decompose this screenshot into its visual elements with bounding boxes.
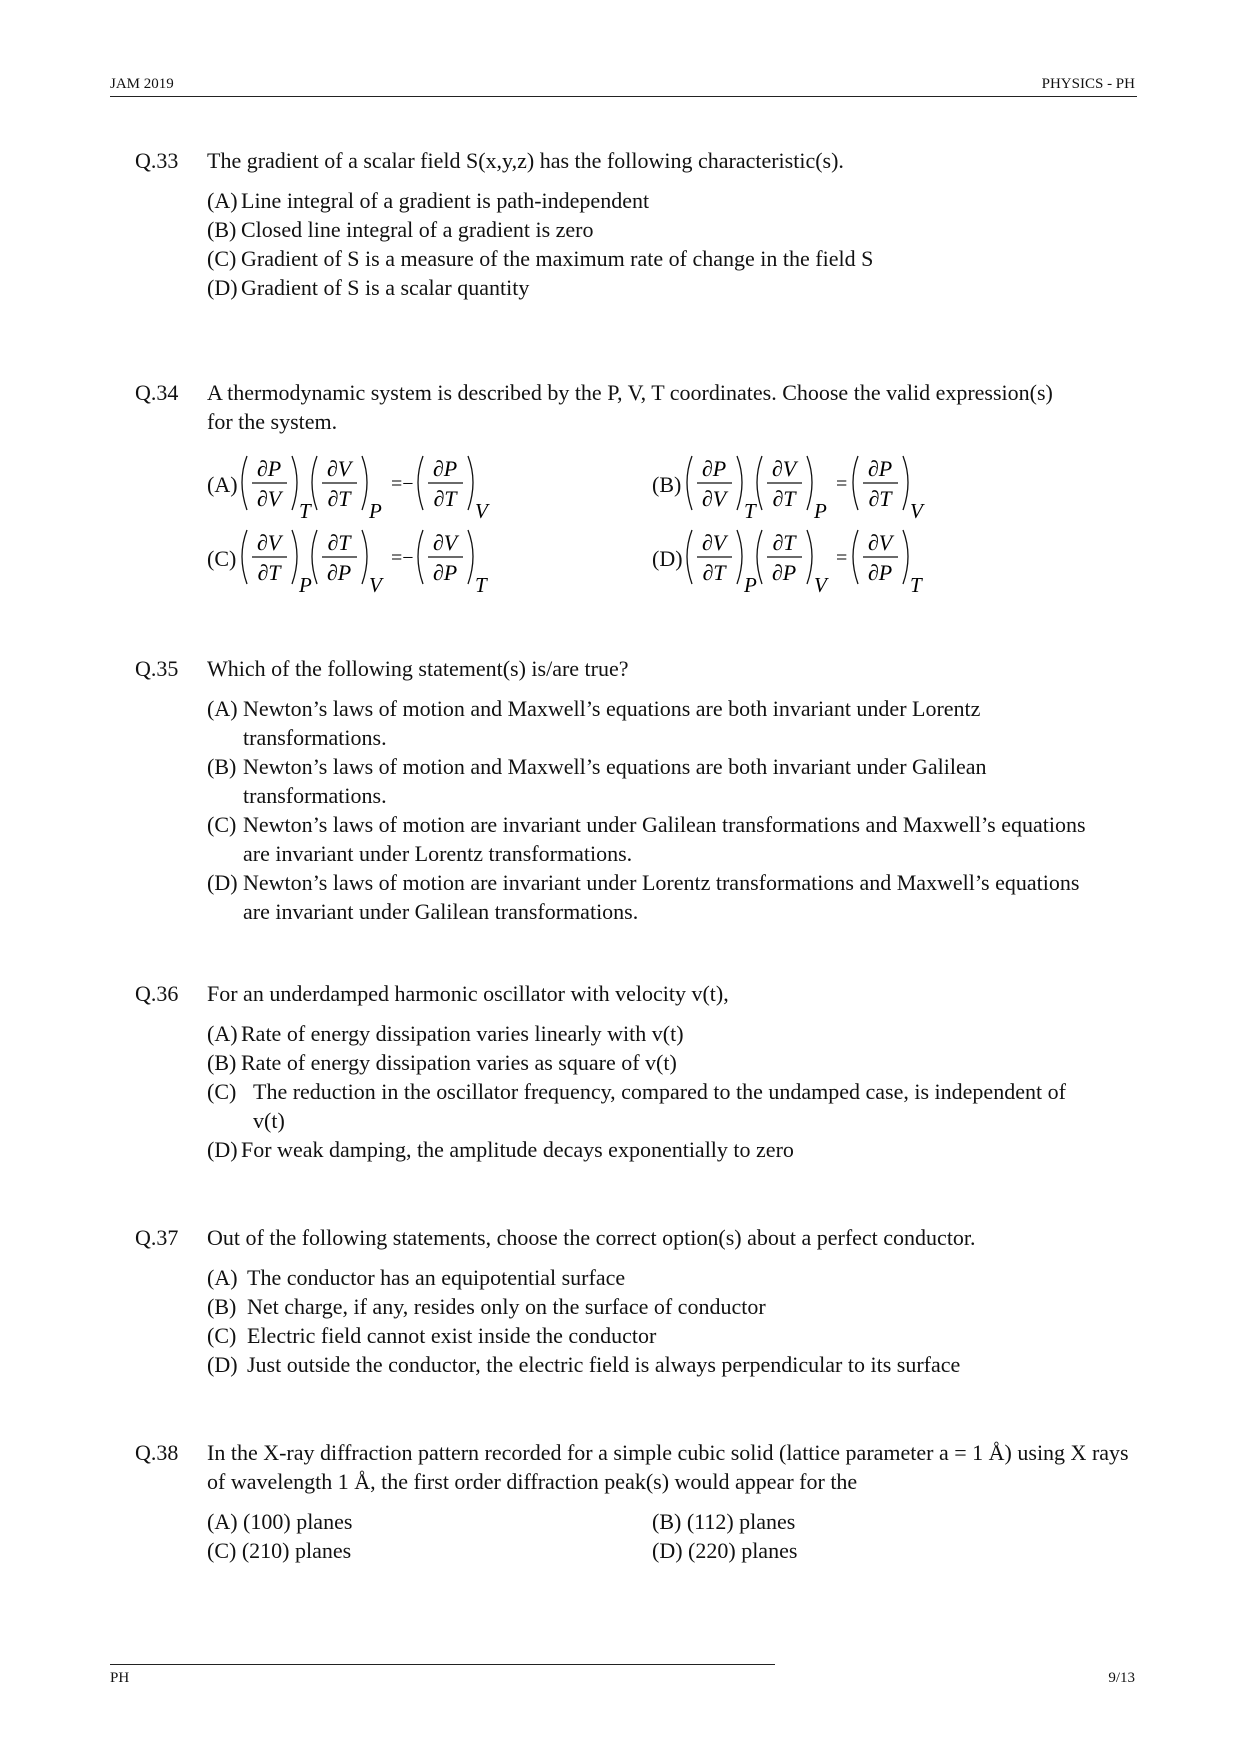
numerator: ∂P [256, 456, 282, 481]
question-text: The gradient of a scalar field S(x,y,z) has the following characteristic(s). [207, 148, 844, 173]
option-b[interactable]: (B) Closed line integral of a gradient is zero [207, 217, 594, 242]
denominator: ∂P [771, 560, 797, 585]
numerator: ∂V [701, 530, 727, 555]
fraction-3 [418, 530, 488, 597]
option-a[interactable]: (A) Line integral of a gradient is path-independent [207, 188, 650, 213]
subscript: P [369, 499, 382, 523]
options-list [207, 694, 1107, 926]
option-c[interactable]: (C) Electric field cannot exist inside the conductor [207, 1323, 657, 1348]
fraction-3 [418, 456, 490, 523]
equation-svg [682, 450, 1012, 528]
relation-sign: =− [391, 473, 414, 495]
options-list [207, 1263, 1142, 1379]
options-list [207, 186, 1142, 302]
denominator: ∂T [868, 486, 892, 511]
footer-left: PH [110, 1670, 130, 1686]
option-a[interactable]: (A) Rate of energy dissipation varies linearly with v(t) [207, 1021, 684, 1046]
denominator: ∂T [702, 560, 726, 585]
option-b[interactable]: (B) Rate of energy dissipation varies as square of v(t) [207, 1050, 677, 1075]
fraction-1 [687, 456, 757, 523]
numerator: ∂P [432, 456, 458, 481]
denominator: ∂V [256, 486, 282, 511]
fraction-1 [242, 456, 312, 523]
numerator: ∂P [701, 456, 727, 481]
fraction-2 [757, 530, 829, 597]
page-number: 9/13 [1108, 1670, 1135, 1686]
fraction-2 [312, 530, 384, 597]
option-b[interactable]: (B) Net charge, if any, resides only on the surface of conductor [207, 1294, 766, 1319]
question-number: Q.36 [135, 981, 179, 1006]
options-list [207, 1019, 1067, 1164]
denominator: ∂P [326, 560, 352, 585]
question-number: Q.38 [135, 1440, 179, 1465]
header-left: JAM 2019 [110, 76, 174, 92]
numerator: ∂P [867, 456, 893, 481]
question-number: Q.33 [135, 148, 179, 173]
option-c[interactable]: (C) Gradient of S is a measure of the maximum rate of change in the field S [207, 246, 874, 271]
option-b[interactable]: (B) Newton’s laws of motion and Maxwell’s equations are both invariant under Galilean transformations. [207, 754, 987, 808]
numerator: ∂V [326, 456, 352, 481]
option-c[interactable]: (C) Newton’s laws of motion are invariant under Galilean transformations and Maxwell’s equations are invariant under Lorentz transformations. [207, 812, 1086, 866]
option-a[interactable]: (A) (100) planes [207, 1509, 353, 1534]
footer-rule [110, 1664, 775, 1665]
option-d[interactable]: (D) Newton’s laws of motion are invariant under Lorentz transformations and Maxwell’s equations are invariant under Galilean transformations. [207, 870, 1080, 924]
option-a[interactable]: (A) Newton’s laws of motion and Maxwell’s equations are both invariant under Lorentz transformations. [207, 696, 981, 750]
option-d[interactable]: (D) Just outside the conductor, the electric field is always perpendicular to its surface [207, 1352, 961, 1377]
option-a[interactable]: (A) The conductor has an equipotential surface [207, 1265, 626, 1290]
fraction-2 [312, 456, 382, 523]
subscript: P [814, 499, 827, 523]
question-number: Q.35 [135, 656, 179, 681]
fraction-3 [853, 456, 925, 523]
subscript: T [475, 573, 487, 597]
subscript: V [369, 573, 382, 597]
equation-svg [682, 524, 1012, 602]
relation-sign: = [836, 473, 848, 495]
subscript: T [910, 573, 922, 597]
option-d[interactable]: (D) (220) planes [652, 1538, 798, 1563]
subscript: T [299, 499, 311, 523]
subscript: P [299, 573, 312, 597]
equation-svg [237, 524, 567, 602]
fraction-1 [242, 530, 312, 597]
fraction-1 [687, 530, 757, 597]
question-text: For an underdamped harmonic oscillator with velocity v(t), [207, 981, 729, 1006]
relation-sign: = [836, 547, 848, 569]
subscript: V [910, 499, 923, 523]
option-d[interactable]: (D) For weak damping, the amplitude decays exponentially to zero [207, 1137, 794, 1162]
subscript: V [814, 573, 827, 597]
equation-svg [237, 450, 567, 528]
fraction-2 [757, 456, 827, 523]
denominator: ∂T [257, 560, 281, 585]
question-text: In the X-ray diffraction pattern recorded for a simple cubic solid (lattice parameter a = 1 Å) using X rays of wavelength 1 Å, the first order diffraction peak(s) would appear for the [207, 1440, 1129, 1494]
option-c[interactable]: (C) (210) planes [207, 1538, 352, 1563]
numerator: ∂T [327, 530, 351, 555]
subscript: P [744, 573, 757, 597]
option-b[interactable]: (B) (112) planes [652, 1509, 796, 1534]
subscript: V [475, 499, 488, 523]
numerator: ∂V [771, 456, 797, 481]
question-number: Q.37 [135, 1225, 179, 1250]
denominator: ∂T [327, 486, 351, 511]
question-text: A thermodynamic system is described by the P, V, T coordinates. Choose the valid expression(s) for the system. [207, 380, 1053, 434]
numerator: ∂V [432, 530, 458, 555]
numerator: ∂T [772, 530, 796, 555]
question-text: Which of the following statement(s) is/are true? [207, 656, 629, 681]
header-right: PHYSICS - PH [1041, 76, 1135, 92]
question-number: Q.34 [135, 380, 179, 405]
denominator: ∂T [433, 486, 457, 511]
subscript: T [744, 499, 756, 523]
option-d[interactable]: (D) Gradient of S is a scalar quantity [207, 275, 530, 300]
denominator: ∂P [432, 560, 458, 585]
denominator: ∂V [701, 486, 727, 511]
numerator: ∂V [867, 530, 893, 555]
header-rule [110, 96, 1137, 97]
question-text: Out of the following statements, choose the correct option(s) about a perfect conductor. [207, 1225, 976, 1250]
fraction-3 [853, 530, 923, 597]
numerator: ∂V [256, 530, 282, 555]
relation-sign: =− [391, 547, 414, 569]
denominator: ∂P [867, 560, 893, 585]
option-c[interactable]: (C) The reduction in the oscillator frequency, compared to the undamped case, is independent of v(t) [207, 1079, 1066, 1133]
denominator: ∂T [772, 486, 796, 511]
